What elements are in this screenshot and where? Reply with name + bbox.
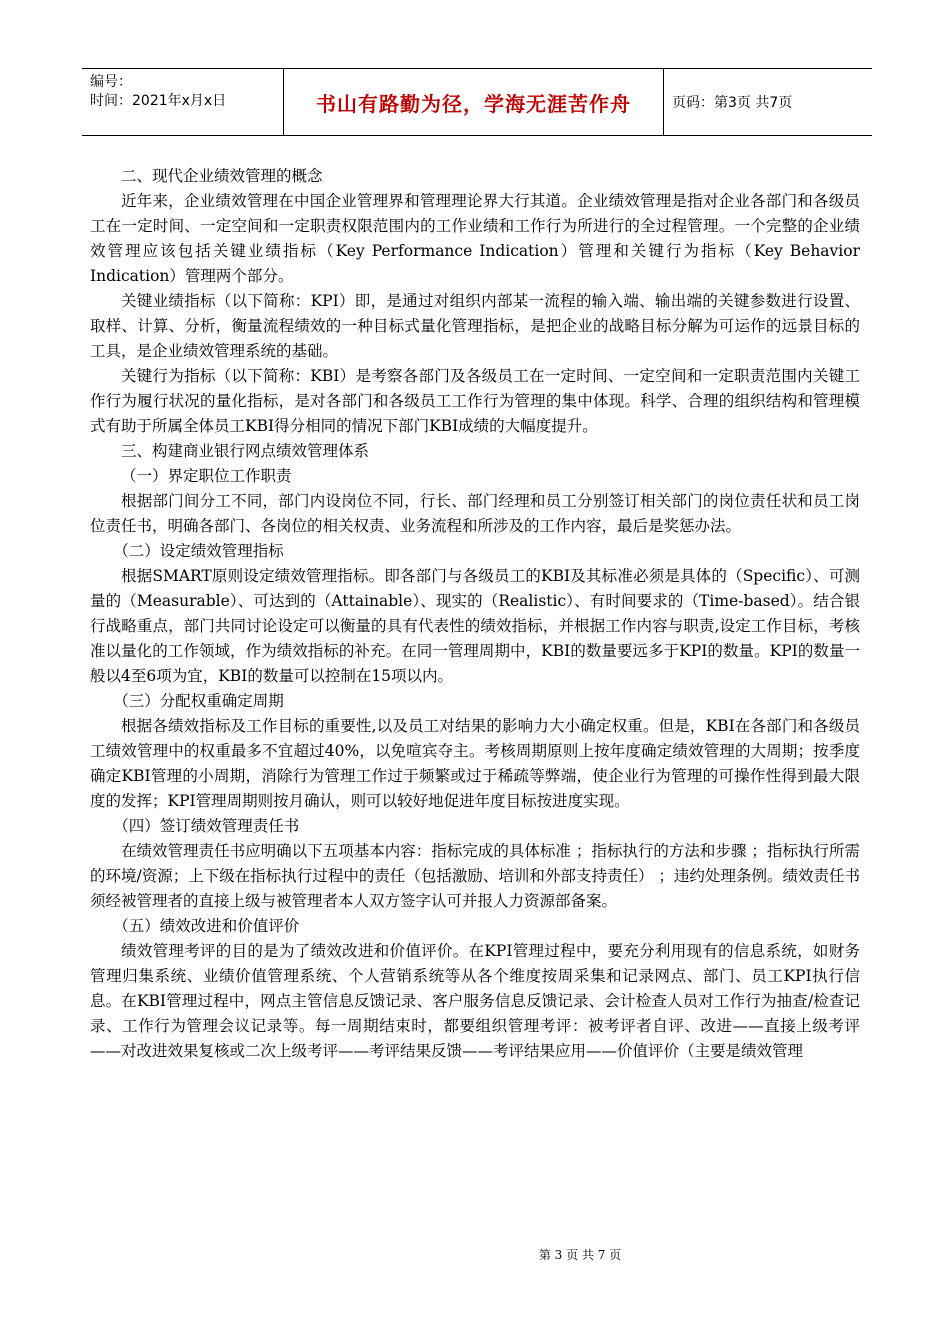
body-paragraph: 绩效管理考评的目的是为了绩效改进和价值评价。在KPI管理过程中，要充分利用现有的信息系统，如财务管理归集系统、业绩价值管理系统、个人营销系统等从各个维度按周采集和记录网点、部门、员工KPI执行信息。在KBI管理过程中，网点主管信息反馈记录、客户服务信息反馈记录、会计检查人员对工作行为抽查/检查记录、工作行为管理会议记录等。每一周期结束时，都要组织管理考评：被考评者自评、改进——直接上级考评——对改进效果复核或二次上级考评——考评结果反馈——考评结果应用——价值评价（主要是绩效管理 xyxy=(90,942,860,1060)
header-meta xyxy=(82,69,284,135)
body-paragraph: 根据各绩效指标及工作目标的重要性,以及员工对结果的影响力大小确定权重。但是，KBI在各部门和各级员工绩效管理中的权重最多不宜超过40%，以免喧宾夺主。考核周期原则上按年度确定绩效管理的大周期；按季度确定KBI管理的小周期，消除行为管理工作过于频繁或过于稀疏等弊端，使企业行为管理的可操作性得到最大限度的发挥；KPI管理周期则按月确认，则可以较好地促进年度目标按进度实现。 xyxy=(90,717,860,810)
page-footer xyxy=(0,1246,950,1263)
body-paragraph: 在绩效管理责任书应明确以下五项基本内容：指标完成的具体标准 ；指标执行的方法和步骤 ；指标执行所需的环境/资源；上下级在指标执行过程中的责任（包括激励、培训和外部支持责任） ；违约处理条例。绩效责任书须经被管理者的直接上级与被管理者本人双方签字认可并报人力资源部备案。 xyxy=(90,842,860,910)
subsection-heading: （二）设定绩效管理指标 xyxy=(113,542,284,560)
section-heading: 三、构建商业银行网点绩效管理体系 xyxy=(121,442,370,460)
body-paragraph: 关键行为指标（以下简称：KBI）是考察各部门及各级员工在一定时间、一定空间和一定职责范围内关键工作行为履行状况的量化指标，是对各部门和各级员工工作行为管理的集中体现。科学、合理的组织结构和管理模式有助于所属全体员工KBI得分相同的情况下部门KBI成绩的大幅度提升。 xyxy=(90,367,860,435)
header-page-number: 页码：第3页 共7页 xyxy=(672,95,793,111)
date-label: 时间：2021年x月x日 xyxy=(90,93,227,109)
body-paragraph: 近年来，企业绩效管理在中国企业管理界和管理理论界大行其道。企业绩效管理是指对企业各部门和各级员工在一定时间、一定空间和一定职责权限范围内的工作业绩和工作行为所进行的全过程管理。一个完整的企业绩效管理应该包括关键业绩指标（Key Performance Indication）管理和关键行为指标（Key Behavior Indication）管理两个部分。 xyxy=(90,192,860,285)
header-motto: 书山有路勤为径，学海无涯苦作舟 xyxy=(284,69,664,135)
footer-page-number: 第 3 页 共 7 页 xyxy=(538,1248,622,1262)
body-paragraph: 根据SMART原则设定绩效管理指标。即各部门与各级员工的KBI及其标准必须是具体的（Specific）、可测量的（Measurable）、可达到的（Attainable）、现实的（Realistic）、有时间要求的（Time-based）。结合银行战略重点，部门共同讨论设定可以衡量的具有代表性的绩效指标，并根据工作内容与职责,设定工作目标，考核准以量化的工作领域，作为绩效指标的补充。在同一管理周期中，KBI的数量要远多于KPI的数量。KPI的数量一般以4至6项为宜，KBI的数量可以控制在15项以内。 xyxy=(90,567,860,685)
serial-number-label: 编号： xyxy=(90,74,132,90)
subsection-heading: （一）界定职位工作职责 xyxy=(121,467,292,485)
section-heading: 二、现代企业绩效管理的概念 xyxy=(121,167,323,185)
subsection-heading: （三）分配权重确定周期 xyxy=(113,692,284,710)
body-paragraph: 根据部门间分工不同，部门内设岗位不同，行长、部门经理和员工分别签订相关部门的岗位责任状和员工岗位责任书，明确各部门、各岗位的相关权责、业务流程和所涉及的工作内容，最后是奖惩办法。 xyxy=(90,492,860,535)
document-body xyxy=(90,164,860,1064)
subsection-heading: （五）绩效改进和价值评价 xyxy=(113,917,300,935)
body-paragraph: 关键业绩指标（以下简称：KPI）即，是通过对组织内部某一流程的输入端、输出端的关键参数进行设置、取样、计算、分析，衡量流程绩效的一种目标式量化管理指标，是把企业的战略目标分解为可运作的远景目标的工具，是企业绩效管理系统的基础。 xyxy=(90,292,860,360)
page-header xyxy=(82,68,872,136)
subsection-heading: （四）签订绩效管理责任书 xyxy=(113,817,300,835)
